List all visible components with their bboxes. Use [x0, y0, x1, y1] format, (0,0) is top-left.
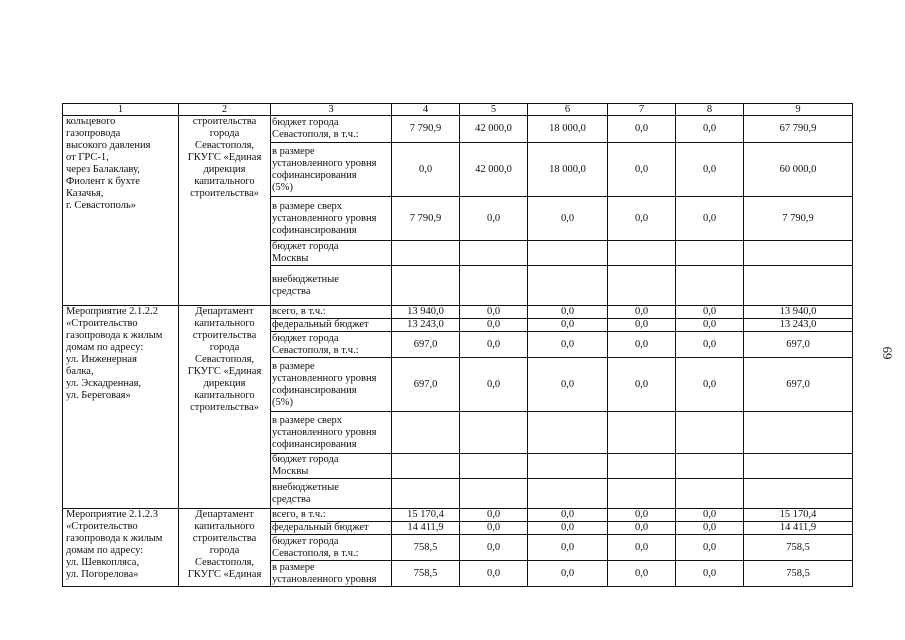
value-cell: 0,0	[528, 319, 608, 332]
value-cell: 0,0	[460, 522, 528, 535]
value-cell	[608, 412, 676, 454]
value-cell	[460, 479, 528, 509]
value-cell: 758,5	[744, 561, 853, 587]
value-cell: 0,0	[676, 306, 744, 319]
table-row	[63, 509, 853, 522]
header-row	[63, 104, 853, 116]
column-number: 4	[392, 104, 460, 116]
value-cell: 0,0	[676, 197, 744, 241]
value-cell: 0,0	[676, 332, 744, 358]
value-cell	[528, 241, 608, 266]
value-cell: 14 411,9	[744, 522, 853, 535]
column-number: 5	[460, 104, 528, 116]
value-cell: 758,5	[744, 535, 853, 561]
column-number: 1	[63, 104, 179, 116]
value-cell: 0,0	[608, 332, 676, 358]
value-cell: 0,0	[460, 319, 528, 332]
value-cell: 0,0	[528, 332, 608, 358]
funding-source: в размере установленного уровня софинансирования (5%)	[271, 358, 392, 412]
table-row	[63, 306, 853, 319]
column-number: 6	[528, 104, 608, 116]
value-cell: 0,0	[460, 358, 528, 412]
funding-source: всего, в т.ч.:	[271, 306, 392, 319]
value-cell	[676, 241, 744, 266]
funding-source: федеральный бюджет	[271, 319, 392, 332]
value-cell: 0,0	[460, 306, 528, 319]
value-cell	[608, 454, 676, 479]
measure-name: Мероприятие 2.1.2.2 «Строительство газопровода к жилым домам по адресу: ул. Инженерная балка, ул. Эскадренная, ул. Береговая»	[63, 306, 179, 509]
budget-table	[62, 103, 853, 587]
value-cell: 18 000,0	[528, 116, 608, 143]
funding-source: в размере установленного уровня	[271, 561, 392, 587]
value-cell: 15 170,4	[392, 509, 460, 522]
value-cell: 60 000,0	[744, 143, 853, 197]
value-cell	[392, 266, 460, 306]
value-cell: 0,0	[608, 319, 676, 332]
value-cell: 0,0	[460, 535, 528, 561]
value-cell	[528, 266, 608, 306]
funding-source: бюджет города Севастополя, в т.ч.:	[271, 116, 392, 143]
value-cell: 0,0	[676, 561, 744, 587]
executor-name: строительства города Севастополя, ГКУГС «Единая дирекция капитального строительства»	[179, 116, 271, 306]
value-cell: 0,0	[528, 522, 608, 535]
value-cell: 0,0	[528, 306, 608, 319]
value-cell	[392, 479, 460, 509]
value-cell	[676, 266, 744, 306]
measure-name: Мероприятие 2.1.2.3 «Строительство газопровода к жилым домам по адресу: ул. Шевкопляса, ул. Погорелова»	[63, 509, 179, 587]
column-number: 9	[744, 104, 853, 116]
value-cell: 697,0	[744, 332, 853, 358]
value-cell: 13 243,0	[744, 319, 853, 332]
value-cell	[744, 412, 853, 454]
value-cell: 0,0	[528, 509, 608, 522]
value-cell	[528, 454, 608, 479]
value-cell	[676, 412, 744, 454]
value-cell	[608, 241, 676, 266]
value-cell: 0,0	[676, 522, 744, 535]
value-cell	[460, 266, 528, 306]
funding-source: федеральный бюджет	[271, 522, 392, 535]
value-cell: 0,0	[460, 561, 528, 587]
value-cell	[608, 479, 676, 509]
value-cell: 0,0	[528, 535, 608, 561]
funding-source: бюджет города Москвы	[271, 241, 392, 266]
funding-source: в размере сверх установленного уровня софинансирования	[271, 197, 392, 241]
value-cell: 0,0	[528, 561, 608, 587]
funding-source: всего, в т.ч.:	[271, 509, 392, 522]
table-body	[63, 104, 853, 587]
executor-name: Департамент капитального строительства города Севастополя, ГКУГС «Единая дирекция капитального строительства»	[179, 306, 271, 509]
value-cell	[528, 479, 608, 509]
value-cell: 42 000,0	[460, 116, 528, 143]
column-number: 8	[676, 104, 744, 116]
value-cell	[392, 241, 460, 266]
value-cell: 13 940,0	[744, 306, 853, 319]
funding-source: внебюджетные средства	[271, 266, 392, 306]
value-cell	[460, 412, 528, 454]
value-cell: 0,0	[528, 197, 608, 241]
funding-source: внебюджетные средства	[271, 479, 392, 509]
value-cell: 0,0	[460, 509, 528, 522]
column-number: 7	[608, 104, 676, 116]
value-cell: 0,0	[608, 522, 676, 535]
value-cell	[744, 241, 853, 266]
executor-name: Департамент капитального строительства города Севастополя, ГКУГС «Единая	[179, 509, 271, 587]
value-cell: 0,0	[460, 332, 528, 358]
value-cell: 14 411,9	[392, 522, 460, 535]
value-cell	[676, 454, 744, 479]
funding-source: в размере сверх установленного уровня софинансирования	[271, 412, 392, 454]
value-cell: 0,0	[608, 561, 676, 587]
value-cell: 13 940,0	[392, 306, 460, 319]
value-cell: 697,0	[744, 358, 853, 412]
page-number: 69	[880, 346, 895, 360]
value-cell: 0,0	[608, 509, 676, 522]
value-cell	[460, 454, 528, 479]
value-cell: 0,0	[676, 358, 744, 412]
funding-source: бюджет города Севастополя, в т.ч.:	[271, 332, 392, 358]
value-cell: 0,0	[676, 116, 744, 143]
value-cell: 0,0	[392, 143, 460, 197]
value-cell: 0,0	[608, 358, 676, 412]
value-cell: 0,0	[676, 319, 744, 332]
value-cell	[528, 412, 608, 454]
value-cell: 67 790,9	[744, 116, 853, 143]
value-cell	[744, 454, 853, 479]
value-cell: 7 790,9	[744, 197, 853, 241]
measure-name: кольцевого газопровода высокого давления от ГРС-1, через Балаклаву, Фиолент к бухте Казачья, г. Севастополь»	[63, 116, 179, 306]
value-cell: 18 000,0	[528, 143, 608, 197]
value-cell	[392, 454, 460, 479]
value-cell: 758,5	[392, 535, 460, 561]
value-cell: 758,5	[392, 561, 460, 587]
value-cell: 13 243,0	[392, 319, 460, 332]
value-cell: 0,0	[608, 116, 676, 143]
funding-source: бюджет города Севастополя, в т.ч.:	[271, 535, 392, 561]
value-cell: 0,0	[608, 535, 676, 561]
value-cell: 7 790,9	[392, 197, 460, 241]
value-cell: 7 790,9	[392, 116, 460, 143]
value-cell: 0,0	[676, 535, 744, 561]
value-cell: 0,0	[460, 197, 528, 241]
value-cell: 15 170,4	[744, 509, 853, 522]
value-cell: 0,0	[676, 143, 744, 197]
value-cell	[608, 266, 676, 306]
value-cell: 697,0	[392, 332, 460, 358]
value-cell: 0,0	[528, 358, 608, 412]
value-cell: 0,0	[608, 306, 676, 319]
funding-source: бюджет города Москвы	[271, 454, 392, 479]
value-cell	[744, 266, 853, 306]
column-number: 3	[271, 104, 392, 116]
value-cell	[460, 241, 528, 266]
value-cell: 697,0	[392, 358, 460, 412]
value-cell	[676, 479, 744, 509]
value-cell	[392, 412, 460, 454]
value-cell: 0,0	[676, 509, 744, 522]
column-number: 2	[179, 104, 271, 116]
value-cell: 0,0	[608, 143, 676, 197]
value-cell: 42 000,0	[460, 143, 528, 197]
value-cell: 0,0	[608, 197, 676, 241]
funding-source: в размере установленного уровня софинансирования (5%)	[271, 143, 392, 197]
value-cell	[744, 479, 853, 509]
table-row	[63, 116, 853, 143]
